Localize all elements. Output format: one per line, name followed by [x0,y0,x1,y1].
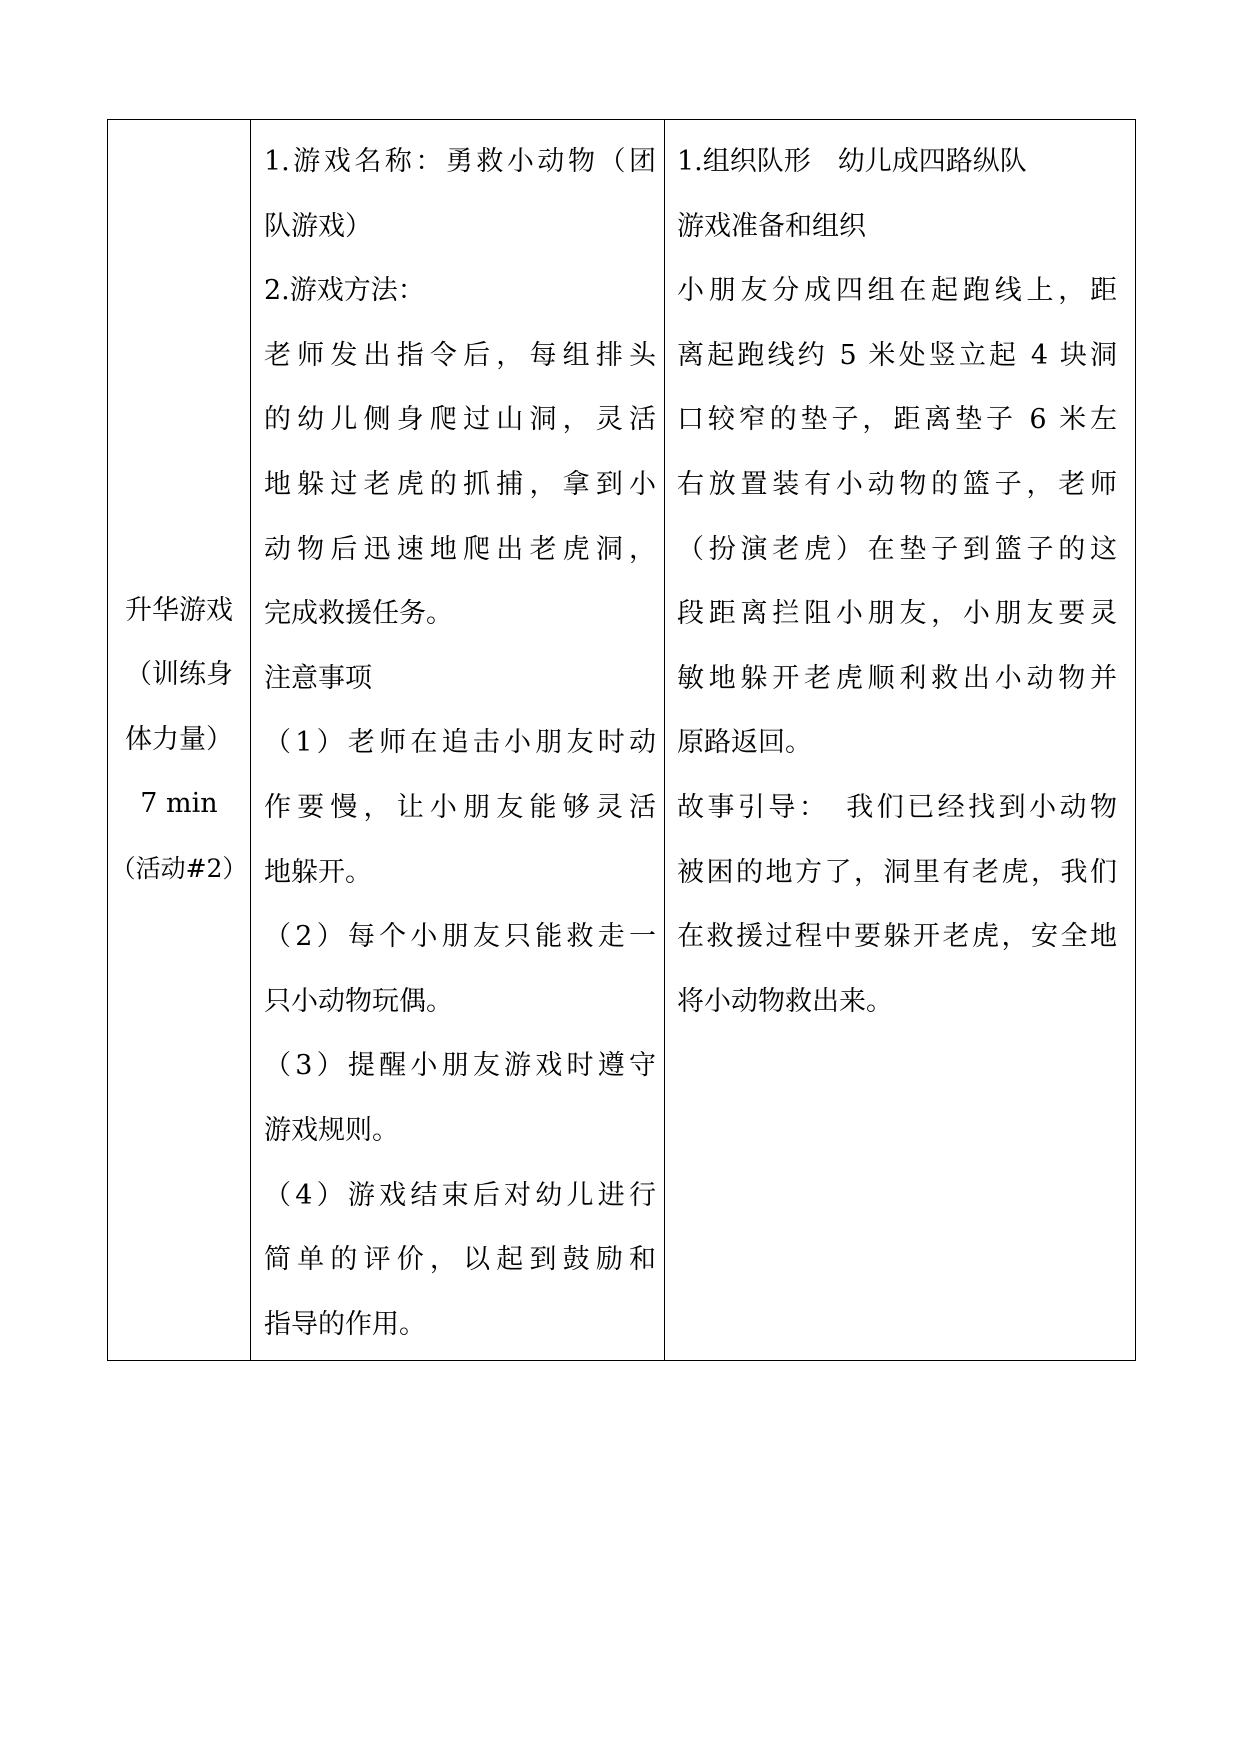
text-line: 动物后迅速地爬出老虎洞， [264,533,656,565]
text-line: 2.游戏方法： [264,275,425,307]
text-line: （4）游戏结束后对幼儿进行 [264,1179,656,1211]
text-line: 完成救援任务。 [264,598,453,630]
text-line: 只小动物玩偶。 [264,985,453,1017]
text-line: 作要慢，让小朋友能够灵活 [264,791,656,823]
text-line: 指导的作用。 [264,1308,426,1340]
text-line: （3）提醒小朋友游戏时遵守 [264,1050,656,1082]
text-line: 注意事项 [264,662,372,694]
label-line: （活动#2） [110,853,248,883]
text-line: 敏地躲开老虎顺利救出小动物并 [677,662,1117,694]
activity-label-cell [108,120,251,1361]
text-line: 段距离拦阻小朋友，小朋友要灵 [677,598,1117,630]
text-line: 将小动物救出来。 [677,985,893,1017]
text-line: 游戏规则。 [264,1114,399,1146]
text-line: 老师发出指令后，每组排头 [264,339,656,371]
text-line: （1）老师在追击小朋友时动 [264,727,656,759]
text-line: 故事引导： 我们已经找到小动物 [677,791,1117,823]
text-line: 1.组织队形 幼儿成四路纵队 [677,146,1027,177]
text-line: 原路返回。 [677,727,812,759]
text-line: 1.游戏名称：勇救小动物（团 [264,146,656,177]
activity-content [251,120,664,1357]
text-line: （2）每个小朋友只能救走一 [264,921,656,953]
label-line: 7 min [140,788,218,820]
label-line: 升华游戏 [125,594,233,626]
activity-content-cell [251,120,665,1361]
text-line: 地躲过老虎的抓捕，拿到小 [264,468,656,500]
text-line: 口较窄的垫子，距离垫子 6 米左 [677,404,1117,436]
text-line: 简单的评价，以起到鼓励和 [264,1244,656,1276]
text-line: 被困的地方了，洞里有老虎，我们 [677,856,1117,888]
activity-label [108,579,250,902]
text-line: 队游戏） [264,210,372,242]
table-row [108,120,1136,1361]
activity-organization [665,120,1135,1034]
activity-organization-cell [665,120,1136,1361]
text-line: 在救援过程中要躲开老虎，安全地 [677,921,1117,953]
text-line: 小朋友分成四组在起跑线上，距 [677,275,1117,307]
lesson-plan-table [107,119,1136,1361]
text-line: 离起跑线约 5 米处竖立起 4 块洞 [677,339,1117,371]
text-line: 游戏准备和组织 [677,210,866,242]
label-line: （训练身 [125,659,233,691]
text-line: 地躲开。 [264,856,372,888]
text-line: （扮演老虎）在垫子到篮子的这 [677,533,1117,565]
label-line: 体力量） [125,723,233,755]
text-line: 的幼儿侧身爬过山洞，灵活 [264,404,656,436]
text-line: 右放置装有小动物的篮子，老师 [677,468,1117,500]
